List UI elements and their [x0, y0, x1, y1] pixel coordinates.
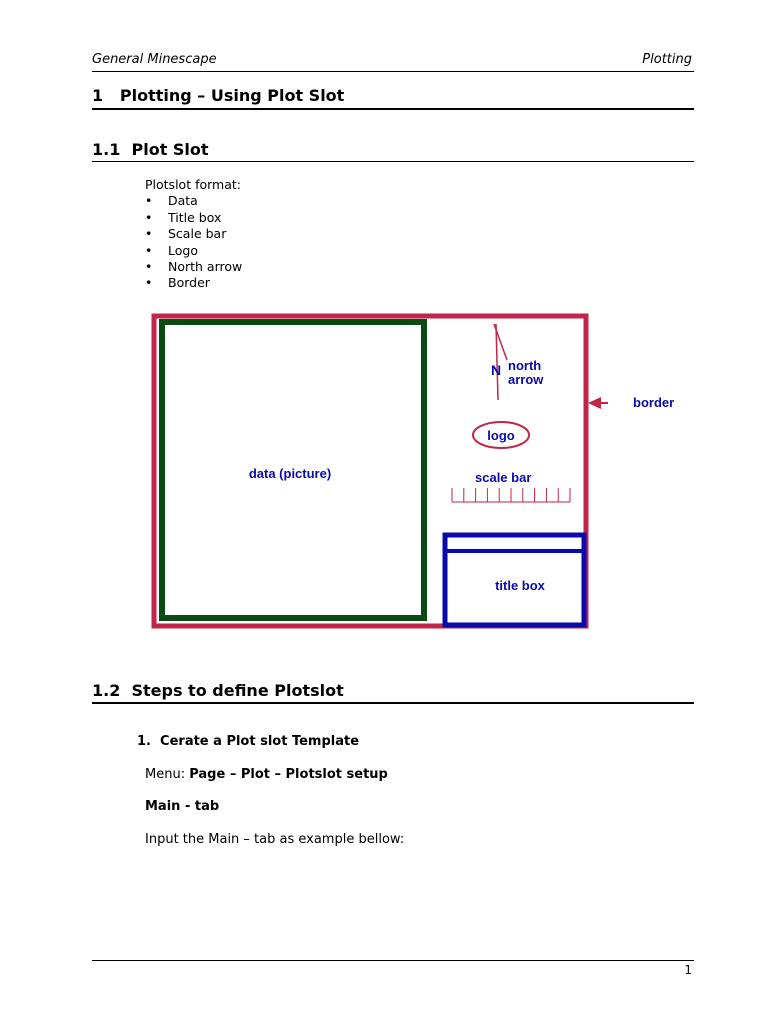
input-instruction: Input the Main – tab as example bellow: — [145, 832, 405, 847]
plotslot-format-list — [145, 193, 242, 291]
bullet-icon: • — [145, 275, 153, 291]
list-item-label: North arrow — [168, 259, 243, 275]
step-1-number: 1. — [137, 734, 151, 749]
heading-1 — [92, 86, 694, 110]
heading-1-2-title: Steps to define Plotslot — [131, 681, 344, 700]
menu-prefix: Menu: — [145, 767, 190, 782]
border-pointer-arrowhead — [588, 397, 601, 409]
north-label-line-2: arrow — [508, 372, 544, 387]
menu-path: Page – Plot – Plotslot setup — [189, 767, 388, 782]
heading-1-number: 1 — [92, 86, 104, 105]
bullet-icon: • — [145, 193, 153, 209]
running-header-section: Plotting — [642, 52, 692, 67]
heading-1-2-number: 1.2 — [92, 681, 121, 700]
heading-1-1-number: 1.1 — [92, 140, 121, 159]
title-box-label: title box — [495, 578, 545, 593]
list-item — [145, 226, 242, 242]
menu-path-line — [145, 767, 388, 782]
step-1-title: Cerate a Plot slot Template — [160, 734, 360, 749]
list-item — [145, 243, 242, 259]
bullet-icon: • — [145, 259, 153, 275]
heading-1-1-title: Plot Slot — [131, 140, 209, 159]
step-1-heading — [137, 734, 359, 749]
list-item — [145, 193, 242, 209]
plotslot-format-label: Plotslot format: — [145, 177, 241, 192]
list-item — [145, 275, 242, 291]
bullet-icon: • — [145, 209, 153, 225]
page-number: 1 — [684, 963, 692, 977]
plotslot-diagram — [145, 308, 705, 638]
plotslot-format-block — [145, 177, 242, 292]
list-item-label: Border — [168, 275, 210, 291]
bullet-icon: • — [145, 226, 153, 242]
list-item-label: Title box — [168, 209, 222, 225]
data-picture-label: data (picture) — [248, 466, 332, 481]
list-item — [145, 210, 242, 226]
north-letter-label: N — [491, 362, 502, 378]
north-label-line-1: north — [508, 358, 542, 373]
list-item — [145, 259, 242, 275]
heading-1-title: Plotting – Using Plot Slot — [119, 86, 345, 105]
heading-1-2 — [92, 681, 694, 704]
scale-bar-label: scale bar — [475, 470, 532, 485]
list-item-label: Scale bar — [168, 226, 227, 242]
list-item-label: Data — [168, 193, 198, 209]
main-tab-label: Main - tab — [145, 799, 220, 814]
footer-divider — [92, 960, 694, 961]
heading-1-1 — [92, 140, 694, 162]
logo-label: logo — [487, 428, 515, 443]
list-item-label: Logo — [168, 242, 198, 258]
border-label: border — [633, 395, 675, 410]
scale-bar-ticks — [452, 488, 570, 502]
running-header-title: General Minescape — [92, 52, 217, 67]
bullet-icon: • — [145, 242, 153, 258]
header-divider — [92, 71, 694, 72]
